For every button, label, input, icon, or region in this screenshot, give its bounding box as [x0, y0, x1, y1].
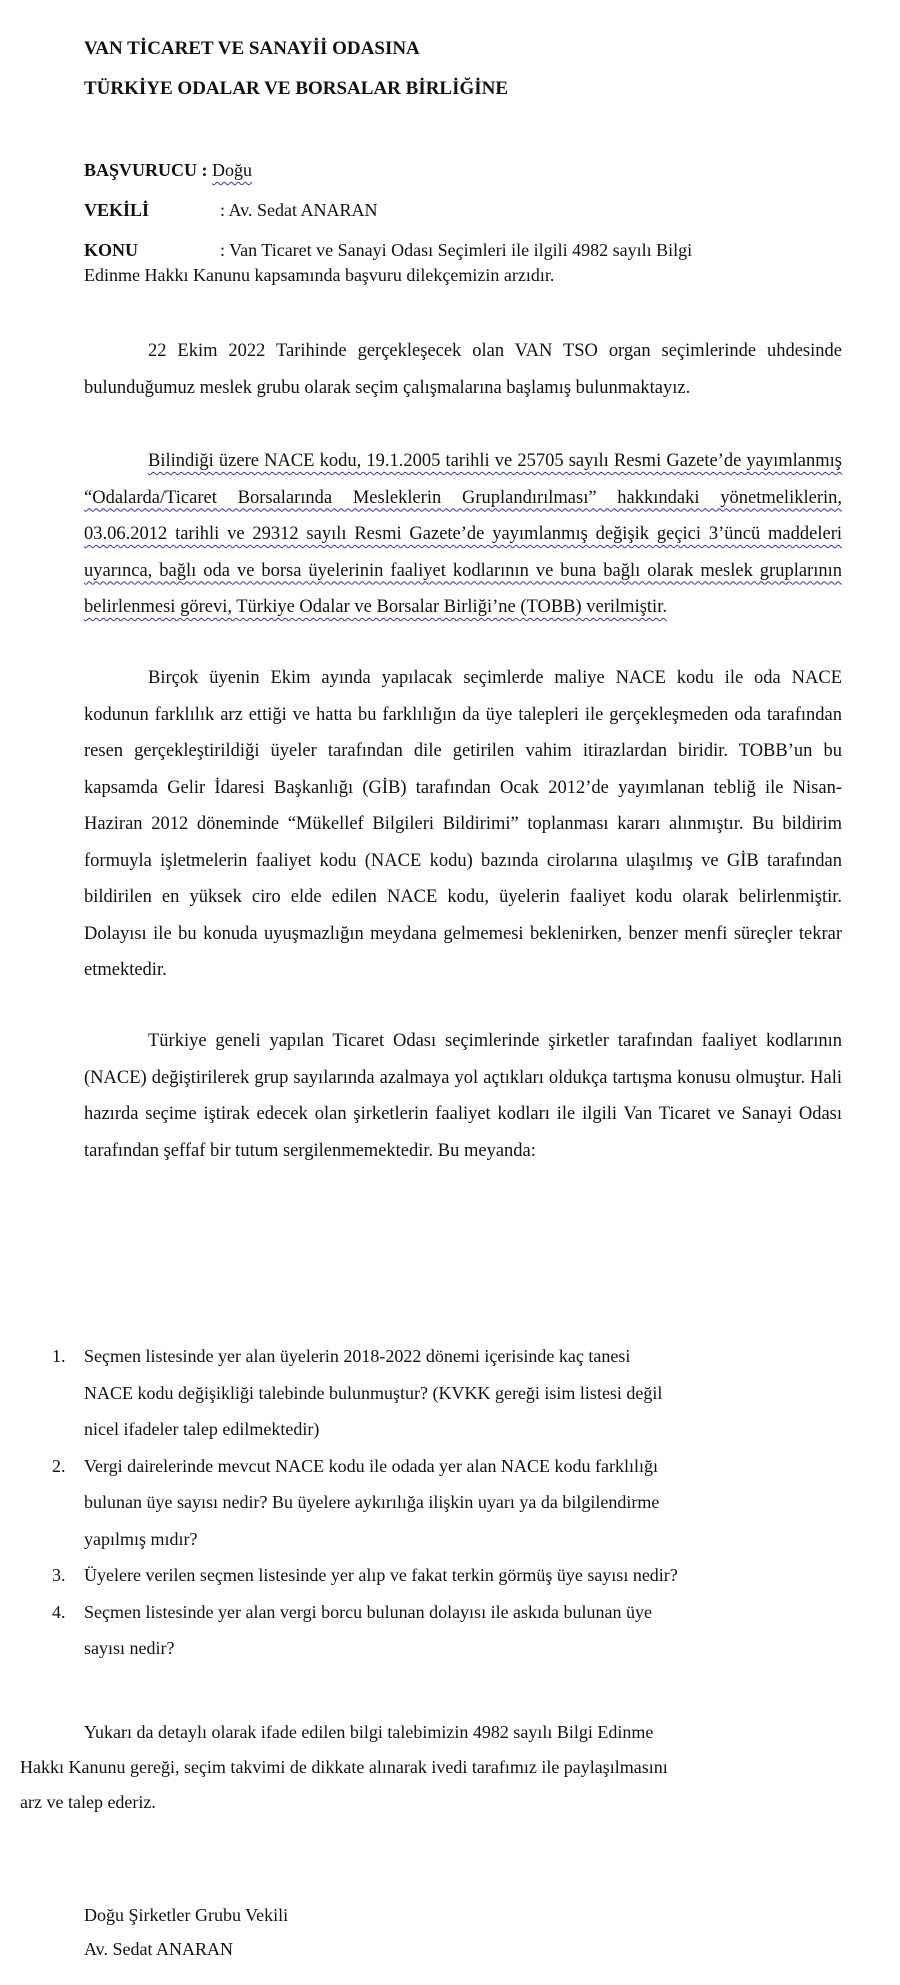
list-item-line: sayısı nedir?: [84, 1638, 175, 1658]
paragraph-1: [84, 333, 842, 406]
attorney-row: [84, 200, 378, 221]
list-item-number: 2.: [52, 1455, 66, 1476]
paragraph-1-text: 22 Ekim 2022 Tarihinde gerçekleşecek olan VAN TSO organ seçimlerinde uhdesinde bulunduğumuz meslek grubu olarak seçim çalışmalarına başlamış bulunmaktayız.: [84, 341, 842, 398]
question-list: [52, 1338, 784, 1667]
paragraph-4: [84, 1023, 842, 1169]
closing-line-3: arz ve talep ederiz.: [20, 1792, 156, 1812]
paragraph-3: [84, 660, 842, 989]
list-item-number: 4.: [52, 1601, 66, 1622]
subject-row: [84, 240, 692, 261]
subject-label: KONU: [84, 240, 138, 260]
list-item-line: Vergi dairelerinde mevcut NACE kodu ile odada yer alan NACE kodu farklılığı: [84, 1455, 659, 1476]
closing-line-2: Hakkı Kanunu gereği, seçim takvimi de dikkate alınarak ivedi tarafımız ile paylaşılmasını: [20, 1757, 668, 1777]
applicant-row: [84, 160, 252, 181]
applicant-label: BAŞVURUCU :: [84, 160, 208, 180]
list-item: [52, 1594, 784, 1667]
closing-paragraph: [20, 1715, 790, 1820]
closing-line-1: Yukarı da detaylı olarak ifade edilen bilgi talebimizin 4982 sayılı Bilgi Edinme: [84, 1722, 654, 1742]
signature-line-2: Av. Sedat ANARAN: [84, 1939, 233, 1959]
addressee-line-1: VAN TİCARET VE SANAYİİ ODASINA: [84, 38, 420, 59]
paragraph-3-text: Birçok üyenin Ekim ayında yapılacak seçimlerde maliye NACE kodu ile oda NACE kodunun farklılık arz ettiği ve hatta bu farklılığın da üye talepleri ile gerçekleşmeden oda tarafından resen gerçekleştirildiği üyeler tarafından dile getirilen vahim itirazlardan biridir. TOBB’un bu kapsamda Gelir İdaresi Başkanlığı (GİB) tarafından Ocak 2012’de yayımlanan tebliğ ile Nisan-Haziran 2012 döneminde “Mükellef Bilgileri Bildirimi” toplanması kararı alınmıştır. Bu bildirim formuyla işletmelerin faaliyet kodu (NACE kodu) bazında cirolarına ulaşılmış ve GİB tarafından bildirilen en yüksek ciro elde edilen NACE kodu, üyelerin faaliyet kodu olarak belirlenmiştir. Dolayısı ile bu konuda uyuşmazlığın meydana gelmemesi beklenirken, benzer menfi süreçler tekrar etmektedir.: [84, 668, 842, 980]
paragraph-4-text: Türkiye geneli yapılan Ticaret Odası seçimlerinde şirketler tarafından faaliyet kodlarının (NACE) değiştirilerek grup sayılarında azalmaya yol açtıkları oldukça tartışma konusu olmuştur. Hali hazırda seçime iştirak edecek olan şirketlerin faaliyet kodları ile ilgili Van Ticaret ve Sanayi Odası tarafından şeffaf bir tutum sergilenmemektedir. Bu meyanda:: [84, 1031, 842, 1161]
attorney-value: : Av. Sedat ANARAN: [220, 200, 378, 220]
subject-value-line-1: : Van Ticaret ve Sanayi Odası Seçimleri ile ilgili 4982 sayılı Bilgi: [220, 240, 693, 260]
addressee-line-2: TÜRKİYE ODALAR VE BORSALAR BİRLİĞİNE: [84, 78, 509, 99]
list-item-number: 3.: [52, 1565, 66, 1585]
list-item-line: bulunan üye sayısı nedir? Bu üyelere aykırılığa ilişkin uyarı ya da bilgilendirme: [84, 1492, 660, 1512]
signature-line-1: Doğu Şirketler Grubu Vekili: [84, 1905, 289, 1925]
subject-value-line-2: Edinme Hakkı Kanunu kapsamında başvuru dilekçemizin arzıdır.: [84, 265, 555, 285]
list-item-line: Seçmen listesinde yer alan vergi borcu bulunan dolayısı ile askıda bulunan üye: [84, 1601, 653, 1622]
list-item-number: 1.: [52, 1346, 66, 1366]
list-item-line: yapılmış mıdır?: [84, 1528, 198, 1549]
applicant-value: Doğu: [212, 160, 253, 180]
list-item: [52, 1557, 784, 1594]
list-item: [52, 1338, 784, 1448]
list-item: [52, 1448, 784, 1558]
list-item-line: Üyelere verilen seçmen listesinde yer alıp ve fakat terkin görmüş üye sayısı nedir?: [84, 1565, 678, 1585]
list-item-line: nicel ifadeler talep edilmektedir): [84, 1419, 320, 1439]
list-item-line: Seçmen listesinde yer alan üyelerin 2018-2022 dönemi içerisinde kaç tanesi: [84, 1346, 631, 1366]
paragraph-2: [84, 443, 842, 626]
list-item-line: NACE kodu değişikliği talebinde bulunmuştur? (KVKK gereği isim listesi değil: [84, 1382, 663, 1403]
paragraph-2-text: Bilindiği üzere NACE kodu, 19.1.2005 tarihli ve 25705 sayılı Resmi Gazete’de yayımlanmış “Odalarda/Ticaret Borsalarında Mesleklerin Gruplandırılması” hakkındaki yönetmeliklerin, 03.06.2012 tarihli ve 29312 sayılı Resmi Gazete’de yayımlanmış değişik geçici 3’üncü maddeleri uyarınca, bağlı oda ve borsa üyelerinin faaliyet kodlarının ve buna bağlı olarak meslek gruplarının belirlenmesi görevi, Türkiye Odalar ve Borsalar Birliği’ne (TOBB) verilmiştir.: [84, 451, 842, 617]
attorney-label: VEKİLİ: [84, 200, 150, 220]
